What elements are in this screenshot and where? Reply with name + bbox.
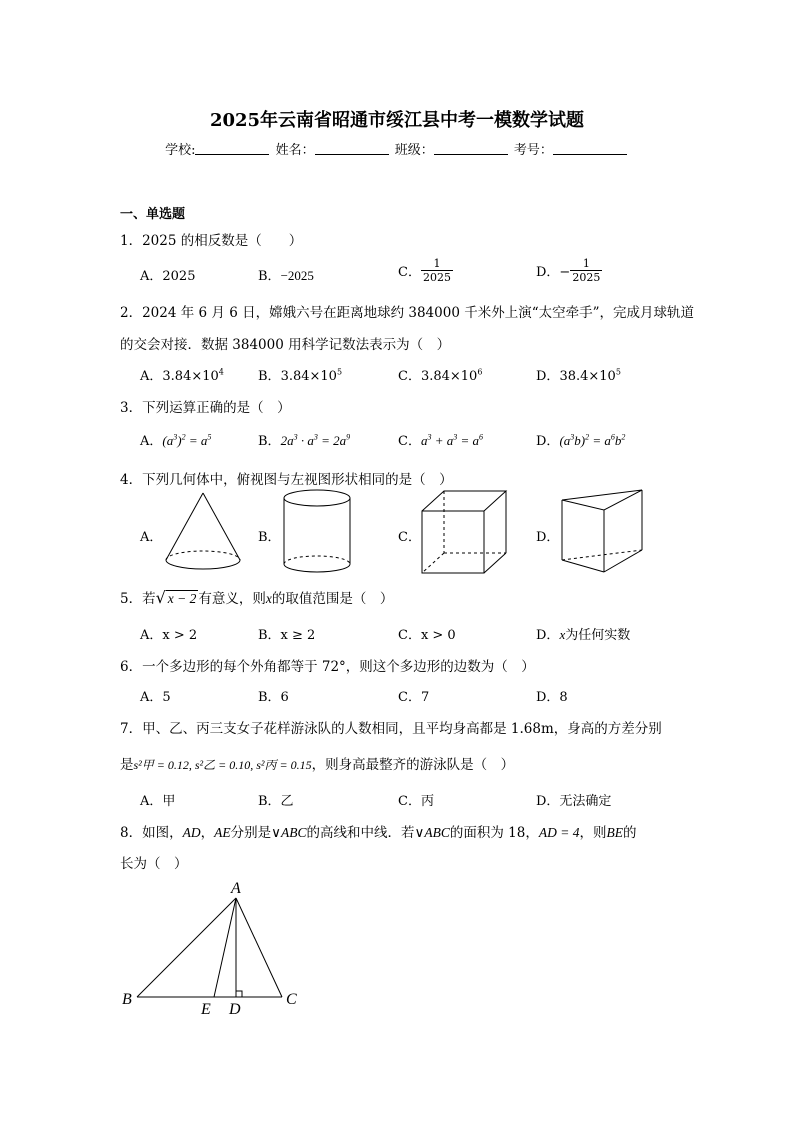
q7-option-d: D．无法确定 <box>536 794 612 809</box>
q5-stem: 5．若√ x − 2 有意义，则x的取值范围是（ ） <box>120 588 394 607</box>
q7-option-a: A．甲 <box>140 794 176 809</box>
number-label: 考号： <box>513 143 553 158</box>
section-heading: 一、单选题 <box>120 207 186 222</box>
q6-option-b: B．6 <box>258 690 289 705</box>
label-b: B <box>122 991 132 1008</box>
q5-option-b: B．x ≥ 2 <box>258 628 316 643</box>
class-blank <box>434 142 508 155</box>
q7-option-c: C．丙 <box>398 794 434 809</box>
q7-stem-line2: 是s²甲 = 0.12, s²乙 = 0.10, s²丙 = 0.15，则身高最整齐的游泳队是（ ） <box>120 757 515 773</box>
q1-option-a: A．2025 <box>140 269 196 284</box>
school-blank <box>195 142 269 155</box>
q1-stem: 1．2025 的相反数是（ ） <box>120 233 303 249</box>
label-e: E <box>201 1001 211 1018</box>
q8-stem-line2: 长为（ ） <box>120 856 188 872</box>
q4-option-d-label: D． <box>536 530 560 545</box>
student-info-row <box>0 139 794 158</box>
q3-option-b: B．$2a^3 \cdot a^3 = 2a^9$ <box>258 432 351 449</box>
q8-stem-line1: 8．如图，AD，AE分别是∨ABC的高线和中线．若∨ABC的面积为 18，AD = 4，则BE的 <box>120 825 637 841</box>
q3-option-c: C．$a^3 + a^3 = a^6$ <box>398 432 484 449</box>
q6-option-d: D．8 <box>536 690 568 705</box>
q2-option-b: B．$3.84\times 10^5$ <box>258 367 343 384</box>
q3-stem: 3．下列运算正确的是（ ） <box>120 400 291 416</box>
q6-stem: 6．一个多边形的每个外角都等于 72°，则这个多边形的边数为（ ） <box>120 659 535 675</box>
q4-option-c-label: C． <box>398 530 421 545</box>
label-c: C <box>286 991 297 1008</box>
name-label: 姓名： <box>275 143 315 158</box>
cone-figure <box>160 490 250 575</box>
q6-option-a: A．5 <box>140 690 171 705</box>
q7-option-b: B．乙 <box>258 794 294 809</box>
q5-option-c: C．x > 0 <box>398 628 456 643</box>
number-blank <box>553 142 627 155</box>
q5-option-d: D．x为任何实数 <box>536 627 631 643</box>
q6-option-c: C．7 <box>398 690 430 705</box>
q5-option-a: A．x > 2 <box>140 628 198 643</box>
q2-stem-line2: 的交会对接．数据 384000 用科学记数法表示为（ ） <box>120 337 451 353</box>
q1-option-c: C． $\frac{1}{2025}$ <box>398 257 451 284</box>
cylinder-figure <box>282 488 362 578</box>
label-a: A <box>231 880 241 897</box>
class-label: 班级： <box>394 143 434 158</box>
q3-option-d: D．$(a^3b)^2 = a^6b^2$ <box>536 432 626 449</box>
school-label: 学校: <box>165 143 196 158</box>
q1-option-d: D．− $\frac{1}{2025}$ <box>536 257 601 284</box>
triangle-abc-figure <box>110 870 320 1020</box>
triangular-prism-figure <box>558 488 648 578</box>
q1-option-b: B．−2025 <box>258 268 314 284</box>
label-d: D <box>229 1001 241 1018</box>
q2-option-a: A．$3.84\times 10^4$ <box>140 367 224 384</box>
page-title: 2025年云南省昭通市绥江县中考一模数学试题 <box>209 110 585 131</box>
name-blank <box>315 142 389 155</box>
q2-option-c: C．$3.84\times 10^6$ <box>398 367 483 384</box>
q3-option-a: A．$(a^3)^2 = a^5$ <box>140 432 212 449</box>
q2-stem-line1: 2．2024 年 6 月 6 日，嫦娥六号在距离地球约 384000 千米外上演“太空牵手”，完成月球轨道 <box>120 305 694 321</box>
cube-figure <box>420 489 520 579</box>
q4-option-a-label: A． <box>140 530 163 545</box>
q4-option-b-label: B． <box>258 530 281 545</box>
q2-option-d: D．$38.4\times 10^5$ <box>536 367 621 384</box>
q7-stem-line1: 7．甲、乙、丙三支女子花样游泳队的人数相同，且平均身高都是 1.68m，身高的方差分别 <box>120 721 662 737</box>
q4-stem: 4．下列几何体中，俯视图与左视图形状相同的是（ ） <box>120 472 453 488</box>
